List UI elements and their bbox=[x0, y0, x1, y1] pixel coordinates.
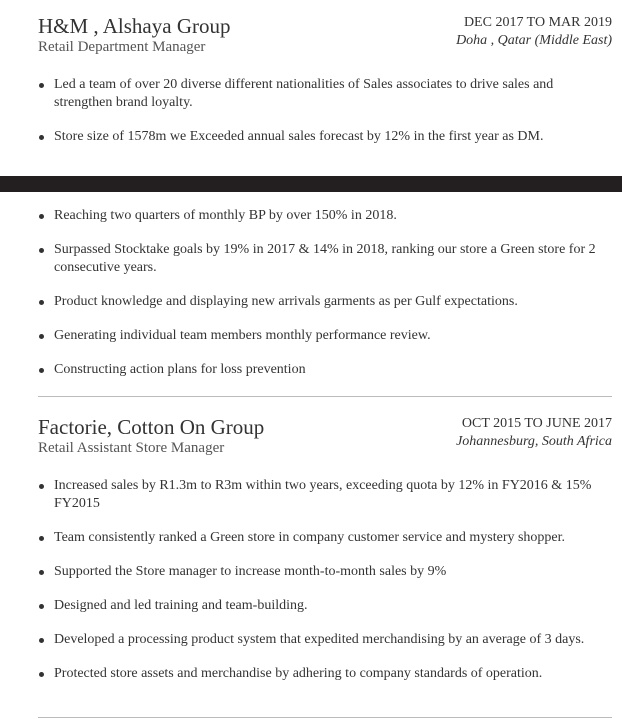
bullet-icon bbox=[39, 638, 44, 643]
list-item bbox=[38, 665, 612, 683]
list-item bbox=[38, 563, 612, 581]
bullet-text: Increased sales by R1.3m to R3m within two years, exceeding quota by 12% in FY2016 & 15% FY2015 bbox=[54, 478, 592, 511]
job-dates: OCT 2015 TO JUNE 2017 bbox=[461, 416, 612, 431]
job-role: Retail Assistant Store Manager bbox=[38, 440, 225, 456]
bullet-icon bbox=[39, 214, 44, 219]
section-divider bbox=[38, 396, 612, 397]
bullet-text: Team consistently ranked a Green store in company customer service and mystery shopper. bbox=[54, 530, 566, 545]
bullet-text: Developed a processing product system that expedited merchandising by an average of 3 days. bbox=[54, 632, 585, 647]
job-location: Johannesburg, South Africa bbox=[456, 434, 612, 449]
bullet-icon bbox=[39, 248, 44, 253]
bullet-text: Constructing action plans for loss prevention bbox=[54, 362, 306, 377]
list-item bbox=[38, 293, 612, 311]
bullet-icon bbox=[39, 368, 44, 373]
bullet-icon bbox=[39, 135, 44, 140]
job-entry-hm bbox=[38, 14, 612, 60]
bullet-icon bbox=[39, 300, 44, 305]
bullet-icon bbox=[39, 672, 44, 677]
bullet-text: Supported the Store manager to increase month-to-month sales by 9% bbox=[54, 564, 447, 579]
job-header bbox=[38, 14, 612, 60]
bullet-icon bbox=[39, 604, 44, 609]
bullet-icon bbox=[39, 334, 44, 339]
bullet-icon bbox=[39, 83, 44, 88]
bullet-text: Surpassed Stocktake goals by 19% in 2017 & 14% in 2018, ranking our store a Green store for 2 consecutive years. bbox=[54, 242, 596, 275]
job-bullets-hm-top bbox=[38, 76, 612, 162]
company-name: Factorie, Cotton On Group bbox=[38, 415, 265, 439]
bullet-text: Store size of 1578m we Exceeded annual sales forecast by 12% in the first year as DM. bbox=[54, 129, 544, 144]
bullet-list bbox=[38, 76, 612, 146]
bullet-icon bbox=[39, 536, 44, 541]
list-item bbox=[38, 241, 612, 277]
list-item bbox=[38, 207, 612, 225]
list-item bbox=[38, 529, 612, 547]
job-dates: DEC 2017 TO MAR 2019 bbox=[463, 15, 612, 30]
list-item bbox=[38, 361, 612, 379]
bullet-list bbox=[38, 477, 612, 683]
bullet-text: Product knowledge and displaying new arrivals garments as per Gulf expectations. bbox=[54, 294, 518, 309]
bullet-text: Generating individual team members monthly performance review. bbox=[54, 328, 431, 343]
bullet-text: Reaching two quarters of monthly BP by over 150% in 2018. bbox=[54, 208, 397, 223]
bullet-text: Led a team of over 20 diverse different nationalities of Sales associates to drive sales and strengthen brand loyalty. bbox=[54, 77, 554, 110]
job-location: Doha , Qatar (Middle East) bbox=[456, 33, 612, 48]
page-break-bar bbox=[0, 176, 622, 192]
list-item bbox=[38, 477, 612, 513]
job-entry-factorie bbox=[38, 415, 612, 461]
job-bullets-hm-bottom bbox=[38, 207, 612, 395]
list-item bbox=[38, 76, 612, 112]
section-divider bbox=[38, 717, 612, 718]
bullet-icon bbox=[39, 484, 44, 489]
bullet-list bbox=[38, 207, 612, 379]
job-header bbox=[38, 415, 612, 461]
job-role: Retail Department Manager bbox=[38, 39, 206, 55]
bullet-text: Designed and led training and team-building. bbox=[54, 598, 308, 613]
list-item bbox=[38, 631, 612, 649]
list-item bbox=[38, 327, 612, 345]
bullet-icon bbox=[39, 570, 44, 575]
list-item bbox=[38, 597, 612, 615]
company-name: H&M , Alshaya Group bbox=[38, 14, 231, 38]
bullet-text: Protected store assets and merchandise by adhering to company standards of operation. bbox=[54, 666, 543, 681]
list-item bbox=[38, 128, 612, 146]
job-bullets-factorie bbox=[38, 477, 612, 699]
